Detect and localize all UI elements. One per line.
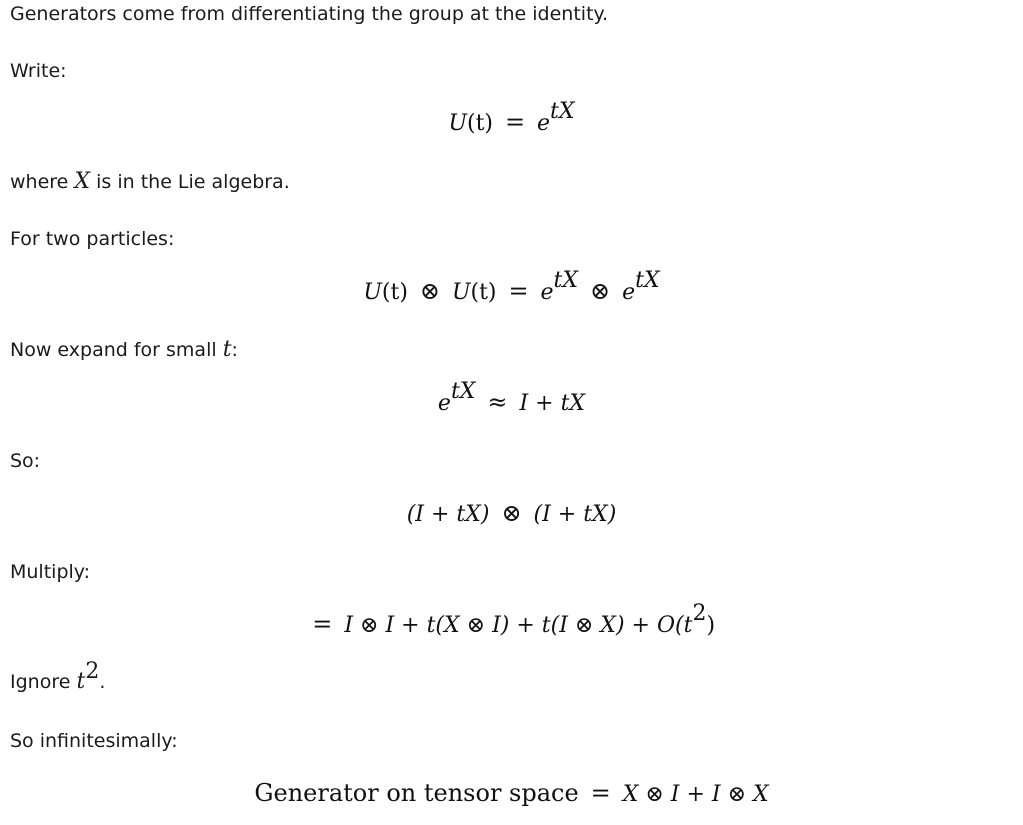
equation-two-particle-unitary <box>0 268 1023 309</box>
so-text: So: <box>10 450 41 472</box>
intro-text: Generators come from differentiating the group at the identity. <box>10 3 609 25</box>
eq3-base: e <box>437 391 451 416</box>
expand-variable: t <box>222 337 232 362</box>
eq3-rhs: I + tX <box>519 391 586 416</box>
equation-unitary-exponential <box>0 99 1023 140</box>
ignore-base: t <box>76 669 86 694</box>
eq3-approx: ≈ <box>487 388 508 416</box>
eq2-u2: U <box>451 280 471 305</box>
where-text <box>10 170 290 194</box>
equation-small-t-expansion <box>0 379 1023 420</box>
eq6-rhs: X ⊗ I + I ⊗ X <box>622 782 769 807</box>
eq1-base: e <box>537 111 551 136</box>
eq6-label: Generator on tensor space <box>254 779 579 807</box>
eq5-equals: = <box>312 610 333 638</box>
eq2-exponent-1: tX <box>553 268 579 294</box>
eq2-base-2: e <box>622 280 636 305</box>
eq3-exponent: tX <box>450 379 476 405</box>
eq1-equals: = <box>504 108 526 136</box>
where-after: is in the Lie algebra. <box>96 171 290 193</box>
eq5-terms: I ⊗ I + t(X ⊗ I) + t(I ⊗ X) + O(t <box>344 613 693 638</box>
multiply-text: Multiply: <box>10 561 91 583</box>
eq2-exponent-2: tX <box>635 268 660 294</box>
expand-before: Now expand for small <box>10 339 217 361</box>
eq4-right: (I + tX) <box>533 502 617 527</box>
infinitesimally-text: So infinitesimally: <box>10 730 178 752</box>
write-text: Write: <box>10 60 67 82</box>
eq4-left: (I + tX) <box>406 502 490 527</box>
eq1-lhs: U <box>448 111 467 136</box>
eq6-equals: = <box>590 779 611 807</box>
two-particles-text: For two particles: <box>10 228 175 250</box>
eq2-otimes-2: ⊗ <box>590 277 611 305</box>
ignore-exponent: 2 <box>85 659 100 685</box>
ignore-after: . <box>99 671 106 693</box>
expand-text <box>10 338 238 362</box>
ignore-before: Ignore <box>10 671 71 693</box>
eq1-lhs-arg: (t) <box>466 111 493 136</box>
equation-multiplied <box>0 601 1023 642</box>
eq2-u1: U <box>363 280 382 305</box>
eq5-exponent: 2 <box>692 601 707 627</box>
where-before: where <box>10 171 69 193</box>
equation-product <box>0 497 1023 531</box>
equation-generator <box>0 777 1023 811</box>
eq4-otimes: ⊗ <box>501 499 522 527</box>
eq2-base-1: e <box>540 280 554 305</box>
ignore-text <box>10 659 106 694</box>
expand-after: : <box>231 339 238 361</box>
eq2-u1-arg: (t) <box>381 280 408 305</box>
where-variable: X <box>74 169 91 194</box>
eq5-close: ) <box>706 613 716 638</box>
eq2-u2-arg: (t) <box>470 280 497 305</box>
eq1-exponent: tX <box>550 99 575 125</box>
eq2-equals: = <box>508 277 529 305</box>
eq2-otimes-1: ⊗ <box>419 277 440 305</box>
